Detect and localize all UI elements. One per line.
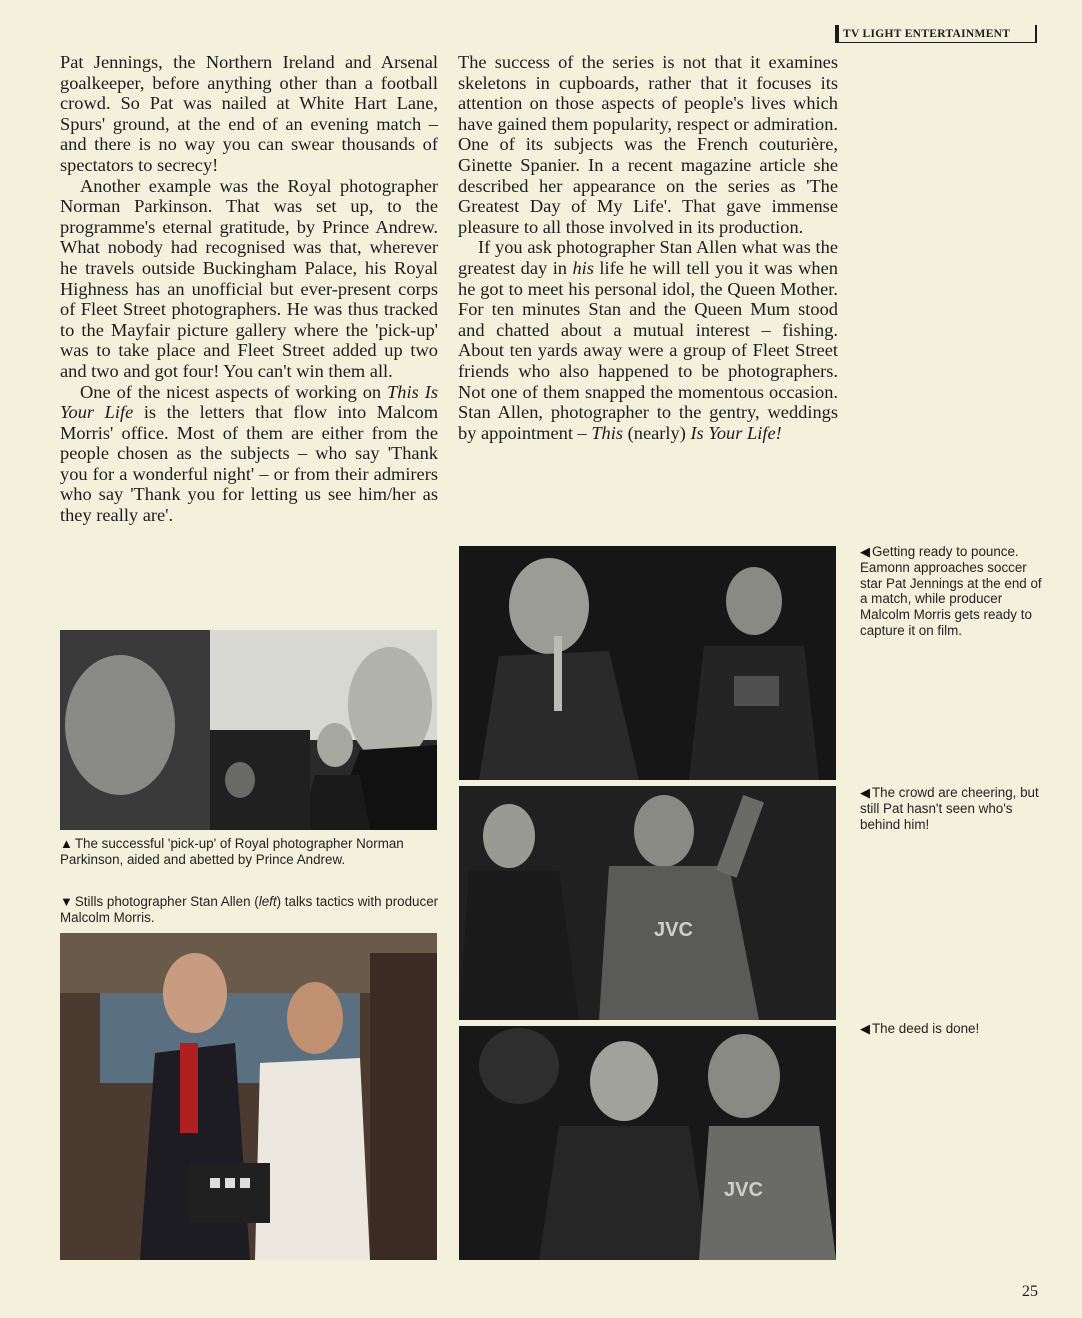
his-italic: his	[572, 257, 594, 278]
caption-stan-pre: Stills photographer Stan Allen (	[74, 894, 259, 909]
photo-stan-allen-morris	[60, 933, 437, 1260]
p2-text-mid2: (nearly)	[623, 422, 691, 443]
left-arrow-icon: ◀	[860, 1021, 870, 1036]
caption-stan-allen	[60, 894, 440, 926]
p2-text-pre: If you ask photographer Stan Allen what was the greatest day in	[458, 237, 838, 278]
p2-text-mid: life he will tell you it was when he got to meet his personal idol, the Queen Mother. For ten minutes Stan and the Queen Mum stood and chatted about a mutual interest – fishing. About ten yards away were a group of Fleet Street friends who also happened to be photographers. Not one of them snapped the momentous occasion. Stan Allen, photographer to the gentry, weddings by appointment –	[458, 257, 838, 443]
up-arrow-icon: ▲	[60, 836, 73, 851]
caption-stan-post: ) talks tactics with producer Malcolm Morris.	[60, 894, 439, 925]
caption-stan-italic: left	[258, 894, 277, 909]
left-paragraph-1: Pat Jennings, the Northern Ireland and Arsenal goalkeeper, before anything other than a football crowd. So Pat was nailed at White Hart Lane, Spurs' ground, at the end of an evening match – and there is no way you can swear thousands of spectators to secrecy!	[60, 52, 438, 175]
right-paragraph-2	[458, 237, 838, 443]
left-paragraph-2: Another example was the Royal photographer Norman Parkinson. That was set up, to the programme's eternal gratitude, by Prince Andrew. What nobody had recognised was that, wherever he travels outside Buckingham Palace, his Royal Highness has an unofficial but ever-present corps of Fleet Street photographers. He was thus tracked to the Mayfair picture gallery where the 'pick-up' was to take place and Fleet Street added up two and two and got four! You can't win them all.	[60, 175, 438, 381]
left-arrow-icon: ◀	[860, 785, 870, 800]
left-text-column	[60, 52, 438, 526]
svg-text:JVC: JVC	[654, 919, 693, 941]
down-arrow-icon: ▼	[60, 894, 73, 909]
svg-text:JVC: JVC	[724, 1179, 763, 1201]
caption-deed	[860, 1021, 1050, 1037]
left-paragraph-3	[60, 382, 438, 526]
right-text-column	[458, 52, 838, 443]
photo-parkinson-pickup	[60, 630, 437, 830]
caption-parkinson	[60, 836, 440, 868]
photo-crowd-cheering	[459, 786, 836, 1020]
page-number: 25	[1022, 1283, 1038, 1300]
p3-text-post: is the letters that flow into Malcom Morris' office. Most of them are either from the people chosen as the subjects – who say 'Thank you for a wonderful night' – or from their admirers who say 'Thank you for letting us see him/her as they really are'.	[60, 402, 439, 526]
photo-deed-done	[459, 1026, 836, 1260]
left-arrow-icon: ◀	[860, 544, 870, 559]
caption-getting-ready	[860, 544, 1045, 639]
show-title-italic: This Is Your Life	[60, 381, 439, 423]
section-label: TV LIGHT ENTERTAINMENT	[835, 25, 1037, 43]
caption-crowd	[860, 785, 1055, 832]
is-your-life-italic: Is Your Life!	[690, 422, 782, 443]
p3-text-pre: One of the nicest aspects of working on	[80, 381, 388, 402]
caption-parkinson-text: The successful 'pick-up' of Royal photographer Norman Parkinson, aided and abetted by Prince Andrew.	[60, 836, 404, 867]
caption-deed-text: The deed is done!	[872, 1021, 980, 1036]
right-paragraph-1: The success of the series is not that it examines skeletons in cupboards, rather that it focuses its attention on those aspects of people's lives which have gained them popularity, respect or admiration. One of its subjects was the French couturière, Ginette Spanier. In a recent magazine article she described her appearance on the series as 'The Greatest Day of My Life'. That gave immense pleasure to all those involved in its production.	[458, 52, 838, 237]
this-italic: This	[591, 422, 624, 443]
caption-getting-ready-text: Getting ready to pounce. Eamonn approaches soccer star Pat Jennings at the end of a match, while producer Malcolm Morris gets ready to capture it on film.	[860, 544, 1042, 638]
photo-getting-ready	[459, 546, 836, 780]
caption-crowd-text: The crowd are cheering, but still Pat hasn't seen who's behind him!	[860, 785, 1039, 832]
